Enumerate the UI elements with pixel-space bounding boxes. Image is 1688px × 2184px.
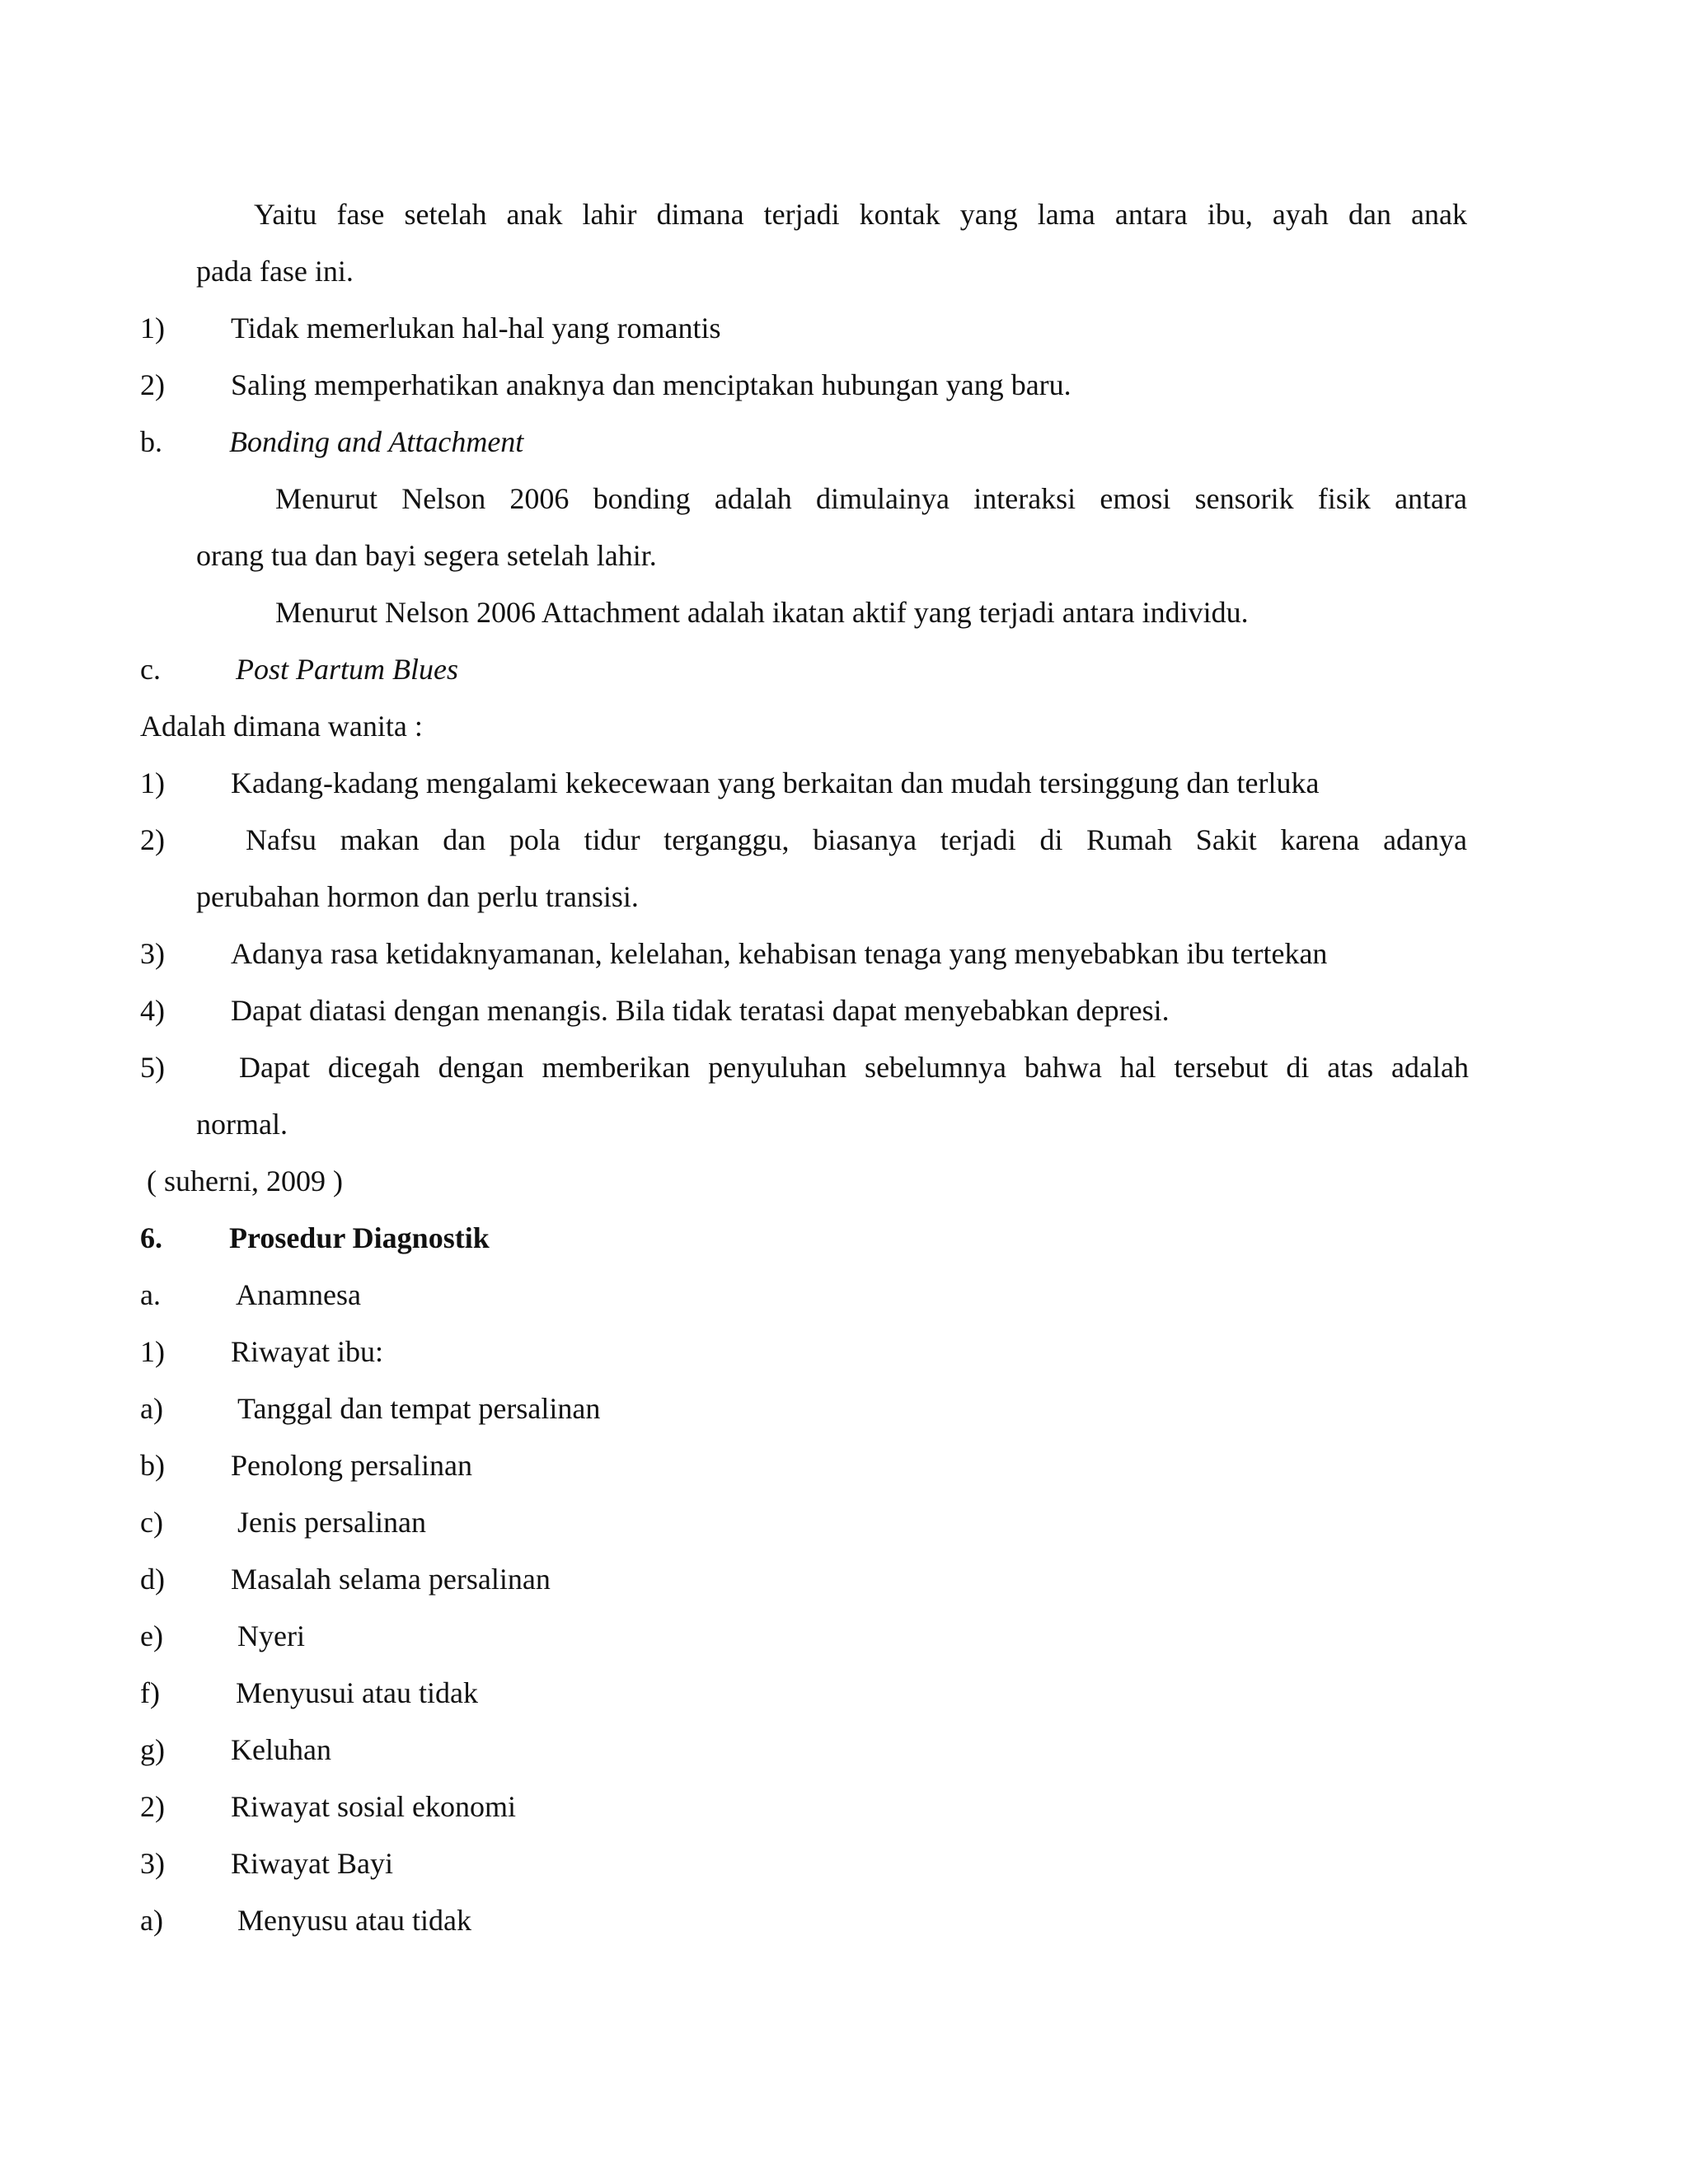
list-marker: 1) — [140, 312, 165, 344]
list-text: Riwayat sosial ekonomi — [231, 1790, 516, 1823]
list-text: Nafsu makan dan pola tidur terganggu, biasanya terjadi di Rumah Sakit karena adanya — [246, 823, 1467, 856]
section-title: Bonding and Attachment — [229, 425, 524, 458]
list-text: Saling memperhatikan anaknya dan menciptakan hubungan yang baru. — [231, 368, 1071, 401]
section-marker: c. — [140, 653, 161, 686]
list-text: Menyusu atau tidak — [237, 1904, 471, 1937]
attachment-text: Menurut Nelson 2006 Attachment adalah ikatan aktif yang terjadi antara individu. — [275, 596, 1249, 629]
section-title: Prosedur Diagnostik — [229, 1221, 490, 1254]
intro-text-1: Yaitu fase setelah anak lahir dimana terjadi kontak yang lama antara ibu, ayah dan anak — [254, 198, 1467, 231]
list-marker: c) — [140, 1506, 163, 1539]
list-marker: a) — [140, 1392, 163, 1425]
list-text: Keluhan — [231, 1733, 331, 1766]
list-text: Masalah selama persalinan — [231, 1563, 551, 1596]
list-text: Anamnesa — [236, 1278, 361, 1311]
list-marker: e) — [140, 1619, 163, 1652]
bonding-text-2: orang tua dan bayi segera setelah lahir. — [196, 539, 657, 572]
list-marker: g) — [140, 1733, 165, 1766]
list-text: Jenis persalinan — [237, 1506, 426, 1539]
lead-text: Adalah dimana wanita : — [140, 710, 423, 743]
list-marker: 2) — [140, 823, 165, 856]
list-text: Tidak memerlukan hal-hal yang romantis — [231, 312, 721, 344]
list-marker: 2) — [140, 1790, 165, 1823]
list-marker: 5) — [140, 1051, 165, 1084]
list-marker: 3) — [140, 1847, 165, 1880]
list-text: Penolong persalinan — [231, 1449, 472, 1482]
list-text-cont: perubahan hormon dan perlu transisi. — [196, 880, 639, 913]
list-marker: a. — [140, 1278, 161, 1311]
bonding-text-1: Menurut Nelson 2006 bonding adalah dimulainya interaksi emosi sensorik fisik antara — [275, 482, 1467, 515]
intro-text-2: pada fase ini. — [196, 255, 354, 288]
section-number: 6. — [140, 1221, 162, 1254]
list-text: Nyeri — [237, 1619, 305, 1652]
list-text: Riwayat ibu: — [231, 1335, 383, 1368]
list-marker: a) — [140, 1904, 163, 1937]
list-text: Dapat diatasi dengan menangis. Bila tidak teratasi dapat menyebabkan depresi. — [231, 994, 1170, 1027]
list-text: Kadang-kadang mengalami kekecewaan yang berkaitan dan mudah tersinggung dan terluka — [231, 766, 1320, 799]
list-text: Dapat dicegah dengan memberikan penyuluhan sebelumnya bahwa hal tersebut di atas adalah — [239, 1051, 1469, 1084]
citation-text: ( suherni, 2009 ) — [147, 1165, 343, 1197]
list-marker: 2) — [140, 368, 165, 401]
list-marker: d) — [140, 1563, 165, 1596]
list-marker: 1) — [140, 766, 165, 799]
list-marker: b) — [140, 1449, 165, 1482]
section-title: Post Partum Blues — [236, 653, 458, 686]
list-marker: 1) — [140, 1335, 165, 1368]
list-text-cont: normal. — [196, 1108, 288, 1141]
list-marker: 3) — [140, 937, 165, 970]
list-text: Riwayat Bayi — [231, 1847, 393, 1880]
list-text: Adanya rasa ketidaknyamanan, kelelahan, kehabisan tenaga yang menyebabkan ibu tertekan — [231, 937, 1328, 970]
list-text: Menyusui atau tidak — [236, 1676, 478, 1709]
list-marker: 4) — [140, 994, 165, 1027]
list-text: Tanggal dan tempat persalinan — [237, 1392, 601, 1425]
list-marker: f) — [140, 1676, 160, 1709]
section-marker: b. — [140, 425, 162, 458]
